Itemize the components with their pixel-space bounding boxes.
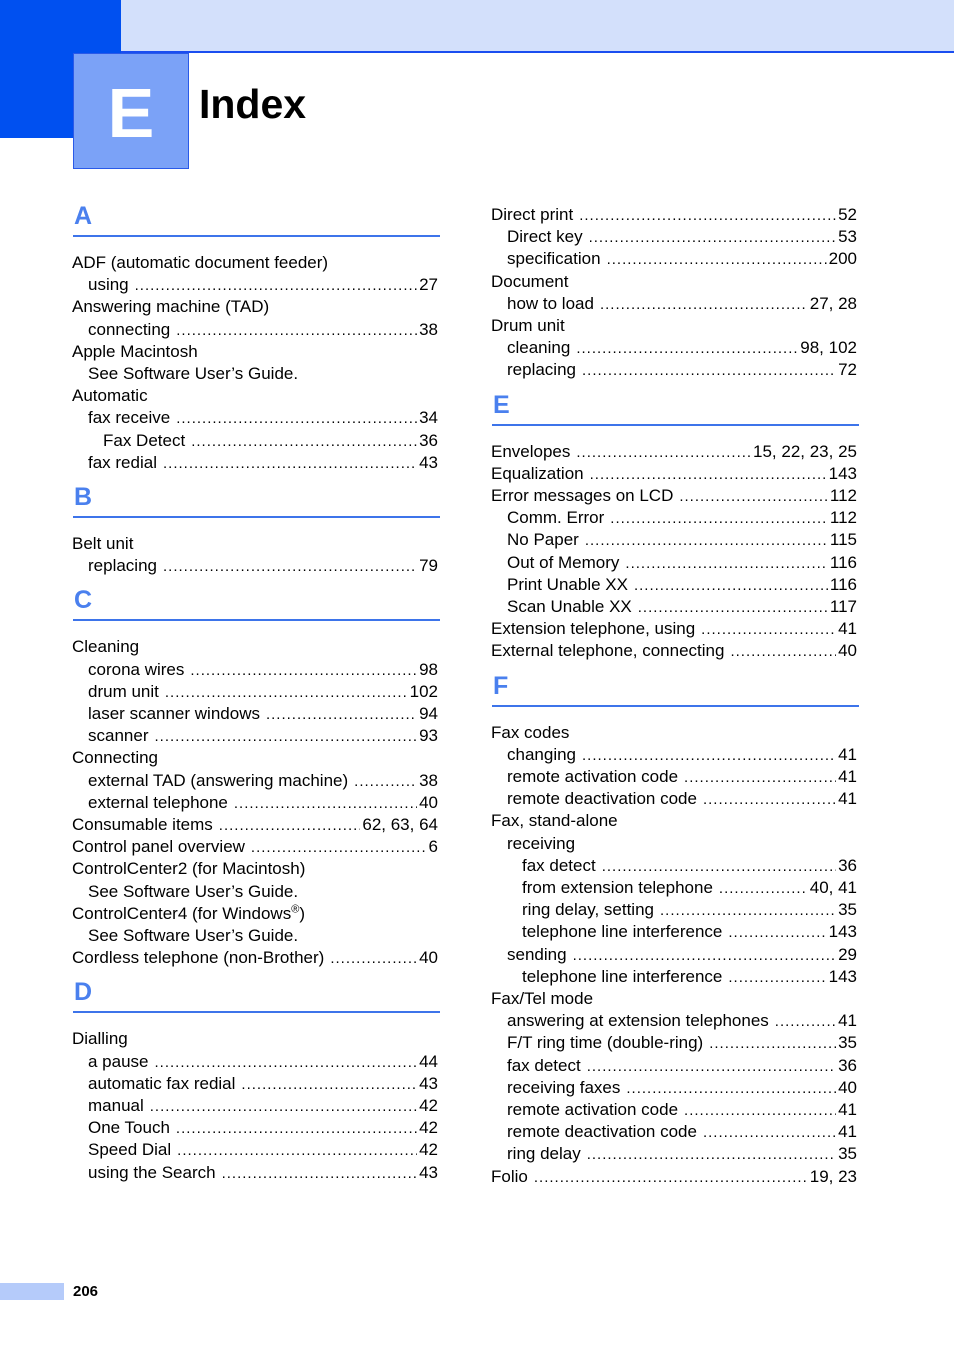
index-term: ring delay	[507, 1144, 581, 1164]
index-term: from extension telephone	[522, 878, 713, 897]
index-term: specification	[507, 249, 601, 269]
index-entry	[491, 507, 857, 529]
index-term: Speed Dial	[88, 1140, 172, 1160]
index-term: fax detect	[522, 855, 596, 875]
section-header-f	[492, 671, 859, 707]
index-entry	[72, 881, 438, 903]
index-term: Cordless telephone (non-Brother)	[72, 948, 325, 968]
chapter-letter: E	[107, 74, 155, 152]
index-entry	[491, 618, 857, 640]
index-term: external telephone	[88, 792, 228, 812]
index-entry	[491, 944, 857, 966]
index-entry	[491, 744, 857, 766]
index-term: Extension telephone, using	[491, 619, 696, 639]
page-title: Index	[199, 81, 307, 127]
page-reference: 38	[419, 770, 438, 790]
page-reference: 15, 22, 23, 25	[753, 441, 857, 461]
index-entry	[72, 1028, 438, 1050]
page-reference: 27, 28	[809, 293, 857, 313]
header-band	[0, 0, 954, 52]
page-reference: 43	[419, 452, 438, 472]
dot-leader	[176, 408, 417, 430]
index-term: Fax/Tel mode	[491, 989, 594, 1008]
page-reference: 41	[838, 1011, 857, 1031]
page-reference: 98, 102	[800, 338, 857, 358]
index-term: ADF (automatic document feeder)	[72, 253, 329, 272]
page-reference: 19, 23	[809, 1166, 857, 1186]
index-entry	[72, 858, 438, 880]
index-entry	[72, 925, 438, 947]
dot-leader	[625, 553, 827, 575]
index-term: connecting	[88, 319, 171, 339]
page-reference: 116	[829, 574, 857, 594]
dot-leader	[190, 660, 417, 682]
index-term: Belt unit	[72, 534, 134, 553]
index-term: Comm. Error	[507, 508, 605, 528]
index-term: Error messages on LCD	[491, 486, 674, 505]
index-term: Out of Memory	[507, 552, 620, 572]
dot-leader	[634, 575, 828, 597]
section-header-e	[492, 390, 859, 426]
header-rule	[120, 51, 954, 53]
index-entry	[491, 877, 857, 899]
index-term: Connecting	[72, 748, 159, 768]
page-reference: 115	[829, 530, 857, 550]
index-term: No Paper	[507, 530, 579, 550]
index-term: ControlCenter2 (for Macintosh)	[72, 859, 306, 879]
index-entry	[72, 725, 438, 747]
index-entry	[72, 1051, 438, 1073]
page-reference: 116	[829, 552, 857, 572]
index-entry	[491, 463, 857, 485]
page-reference: 42	[419, 1096, 438, 1115]
index-entry	[72, 636, 438, 658]
index-term: F/T ring time (double-ring)	[507, 1033, 704, 1053]
index-entry	[491, 248, 857, 270]
page-reference: 35	[838, 900, 857, 920]
dot-leader	[626, 1078, 836, 1100]
index-entry	[491, 1032, 857, 1054]
page-reference: 143	[828, 463, 857, 483]
index-entry	[491, 722, 857, 744]
index-entry	[72, 659, 438, 681]
dot-leader	[582, 745, 836, 767]
page-reference: 43	[419, 1073, 438, 1093]
page-reference: 34	[419, 408, 438, 428]
registered-mark: ®	[291, 903, 300, 916]
index-term: Envelopes	[491, 441, 571, 461]
page-reference: 94	[419, 704, 438, 723]
page-reference: 36	[838, 1055, 857, 1075]
page-reference: 44	[419, 1051, 438, 1071]
index-entry	[72, 836, 438, 858]
index-entry	[491, 899, 857, 921]
index-term: See Software User’s Guide.	[88, 926, 299, 945]
page-reference: 41	[838, 789, 857, 809]
index-entry	[491, 293, 857, 315]
index-entry	[72, 319, 438, 341]
index-term: Control panel overview	[72, 837, 245, 857]
page-reference: 117	[829, 597, 857, 616]
index-term: answering at extension telephones	[507, 1011, 769, 1031]
index-term: Dialling	[72, 1029, 128, 1049]
index-entry	[491, 1055, 857, 1077]
index-entry	[72, 770, 438, 792]
index-entry	[72, 363, 438, 385]
index-term: Document	[491, 271, 569, 291]
section-header-a	[73, 202, 440, 237]
index-term: fax redial	[88, 452, 157, 472]
index-term: Scan Unable XX	[507, 597, 632, 616]
index-term: ring delay, setting	[522, 900, 654, 920]
index-entry	[491, 966, 857, 988]
dot-leader	[602, 856, 836, 878]
index-term: See Software User’s Guide.	[88, 881, 299, 901]
index-entry	[491, 1143, 857, 1165]
index-term: sending	[507, 944, 567, 964]
dot-leader	[701, 619, 836, 641]
index-term: telephone line interference	[522, 922, 723, 942]
page-reference: 52	[838, 205, 857, 224]
index-term: telephone line interference	[522, 966, 723, 986]
page-reference: 41	[838, 619, 857, 639]
dot-leader	[600, 294, 808, 316]
index-entry	[491, 574, 857, 596]
index-term: receiving	[507, 833, 576, 853]
index-entry	[491, 337, 857, 359]
index-term: replacing	[88, 556, 157, 576]
index-entry	[491, 810, 857, 832]
index-term: manual	[88, 1096, 144, 1115]
footer-bar	[0, 1283, 64, 1300]
page-reference: 62, 63, 64	[362, 815, 438, 834]
dot-leader	[163, 453, 417, 475]
dot-leader	[135, 275, 417, 297]
index-term: remote deactivation code	[507, 789, 697, 809]
index-term: fax receive	[88, 408, 171, 428]
page-reference: 93	[419, 726, 438, 746]
dot-leader	[684, 1100, 836, 1122]
index-entry	[491, 766, 857, 788]
dot-leader	[576, 338, 798, 360]
page-reference: 98	[419, 659, 438, 679]
page-reference: 35	[838, 1144, 857, 1164]
index-entry	[72, 341, 438, 363]
page-reference: 72	[838, 360, 857, 380]
dot-leader	[573, 945, 837, 967]
index-entry	[491, 855, 857, 877]
index-entry	[72, 947, 438, 969]
index-term: using	[88, 275, 129, 295]
section-letter: F	[493, 671, 509, 700]
index-term: Cleaning	[72, 637, 140, 657]
index-entry	[491, 1121, 857, 1143]
dot-leader	[163, 556, 417, 578]
page-reference: 79	[419, 556, 438, 576]
index-entry	[491, 596, 857, 618]
index-term: drum unit	[88, 681, 159, 701]
dot-leader	[234, 793, 417, 815]
dot-leader	[219, 815, 361, 837]
index-term: Apple Macintosh	[72, 341, 198, 361]
index-term: Direct key	[507, 227, 583, 247]
page-reference: 36	[419, 430, 438, 450]
dot-leader	[354, 771, 417, 793]
index-term: scanner	[88, 726, 149, 746]
dot-leader	[576, 442, 751, 464]
dot-leader	[703, 789, 836, 811]
page-reference: 143	[828, 922, 857, 942]
page-reference: 41	[838, 1122, 857, 1142]
index-entry	[491, 552, 857, 574]
index-term: remote activation code	[507, 767, 679, 786]
page-reference: 40	[419, 792, 438, 812]
dot-leader	[589, 227, 837, 249]
page-reference: 40, 41	[809, 878, 857, 897]
index-entry	[491, 226, 857, 248]
dot-leader	[222, 1163, 417, 1185]
dot-leader	[730, 641, 836, 663]
page-reference: 41	[838, 744, 857, 764]
index-entry	[72, 1073, 438, 1095]
index-term: cleaning	[507, 338, 571, 358]
index-entry	[72, 814, 438, 836]
dot-leader	[775, 1011, 836, 1033]
dot-leader	[728, 967, 826, 989]
dot-leader	[587, 1056, 836, 1078]
index-entry	[72, 452, 438, 474]
page-reference: 200	[828, 249, 857, 269]
page-reference: 40	[419, 948, 438, 968]
index-entry	[72, 430, 438, 452]
dot-leader	[610, 508, 828, 530]
page-reference: 112	[829, 486, 857, 505]
index-entry	[72, 792, 438, 814]
index-term: changing	[507, 744, 577, 764]
index-term: laser scanner windows	[88, 704, 260, 723]
index-term: Print Unable XX	[507, 574, 628, 594]
dot-leader	[330, 948, 417, 970]
index-entry	[491, 485, 857, 507]
index-term: external TAD (answering machine)	[88, 770, 349, 790]
index-entry	[491, 271, 857, 293]
index-entry	[491, 833, 857, 855]
page-reference: 42	[419, 1140, 438, 1160]
index-entry	[72, 903, 438, 925]
dot-leader	[728, 922, 826, 944]
index-entry	[72, 533, 438, 555]
index-term: See Software User’s Guide.	[88, 364, 299, 383]
index-term: One Touch	[88, 1118, 170, 1138]
index-term: Fax Detect	[103, 430, 186, 450]
index-term: Consumable items	[72, 815, 213, 834]
index-entry	[491, 1099, 857, 1121]
index-term: remote deactivation code	[507, 1122, 697, 1142]
index-term: how to load	[507, 293, 594, 313]
section-letter: E	[493, 390, 510, 419]
dot-leader	[709, 1033, 836, 1055]
page-reference: 53	[838, 227, 857, 247]
page-number: 206	[73, 1283, 99, 1300]
dot-leader	[607, 249, 827, 271]
page-reference: 38	[419, 319, 438, 339]
dot-leader	[176, 320, 417, 342]
index-entry	[72, 1162, 438, 1184]
dot-leader	[177, 1140, 417, 1162]
page-reference: 35	[838, 1033, 857, 1053]
index-term: External telephone, connecting	[491, 641, 725, 661]
index-term: Fax codes	[491, 722, 570, 742]
dot-leader	[534, 1167, 808, 1189]
index-entry	[72, 1117, 438, 1139]
index-entry	[491, 988, 857, 1010]
index-entry	[72, 1095, 438, 1117]
dot-leader	[719, 878, 808, 900]
index-entry	[72, 407, 438, 429]
index-entry	[491, 921, 857, 943]
page-reference: 40	[838, 1077, 857, 1097]
page-reference: 42	[419, 1118, 438, 1138]
index-entry	[72, 252, 438, 274]
dot-leader	[176, 1118, 417, 1140]
index-entry	[491, 1010, 857, 1032]
page-reference: 29	[838, 944, 857, 964]
dot-leader	[590, 464, 827, 486]
page-reference: 36	[838, 855, 857, 875]
page-reference: 43	[419, 1162, 438, 1182]
section-header-d	[73, 978, 440, 1013]
index-term: using the Search	[88, 1162, 216, 1182]
index-term: automatic fax redial	[88, 1073, 236, 1093]
index-entry	[491, 529, 857, 551]
page-reference: 102	[409, 681, 438, 701]
dot-leader	[660, 900, 836, 922]
dot-leader	[266, 704, 417, 726]
dot-leader	[191, 431, 417, 453]
index-term: Equalization	[491, 463, 584, 483]
index-term: receiving faxes	[507, 1077, 621, 1097]
chapter-badge	[73, 53, 189, 169]
index-term: replacing	[507, 360, 576, 380]
page-reference: 112	[829, 508, 857, 528]
page-reference: 27	[419, 275, 438, 295]
index-entry	[491, 204, 857, 226]
index-entry	[72, 1139, 438, 1161]
index-term: Drum unit	[491, 316, 565, 335]
dot-leader	[251, 837, 427, 859]
section-header-c	[73, 586, 440, 621]
index-entry	[491, 788, 857, 810]
index-term: a pause	[88, 1051, 149, 1071]
dot-leader	[585, 530, 828, 552]
index-term: Automatic	[72, 386, 148, 406]
index-term: Folio	[491, 1166, 528, 1186]
index-entry	[491, 315, 857, 337]
dot-leader	[579, 205, 836, 227]
dot-leader	[684, 767, 836, 789]
index-entry	[72, 296, 438, 318]
index-term: Fax, stand-alone	[491, 811, 618, 831]
dot-leader	[587, 1144, 836, 1166]
index-entry	[72, 555, 438, 577]
dot-leader	[154, 726, 417, 748]
section-letter: A	[74, 202, 93, 230]
index-term: fax detect	[507, 1055, 581, 1075]
section-letter: D	[74, 978, 93, 1007]
index-entry	[72, 274, 438, 296]
page-reference: 41	[838, 767, 857, 786]
index-entry	[72, 703, 438, 725]
page-reference: 41	[838, 1100, 857, 1119]
index-term: remote activation code	[507, 1100, 679, 1119]
index-entry	[72, 747, 438, 769]
index-entry	[72, 385, 438, 407]
dot-leader	[165, 682, 408, 704]
index-term: ControlCenter4 (for Windows®)	[72, 903, 305, 923]
page-reference: 40	[838, 641, 857, 661]
dot-leader	[241, 1074, 417, 1096]
dot-leader	[679, 486, 828, 508]
dot-leader	[155, 1052, 418, 1074]
index-entry	[72, 681, 438, 703]
dot-leader	[638, 597, 828, 619]
index-term: Direct print	[491, 205, 574, 224]
index-term: corona wires	[88, 659, 185, 679]
index-entry	[491, 359, 857, 381]
section-header-b	[73, 483, 440, 518]
section-letter: B	[74, 483, 93, 511]
index-term: Answering machine (TAD)	[72, 297, 270, 317]
dot-leader	[703, 1122, 836, 1144]
index-entry	[491, 441, 857, 463]
dot-leader	[150, 1096, 417, 1118]
index-entry	[491, 640, 857, 662]
index-entry	[491, 1166, 857, 1188]
index-entry	[491, 1077, 857, 1099]
page-reference: 143	[828, 966, 857, 986]
section-letter: C	[74, 586, 93, 615]
page-reference: 6	[428, 837, 438, 857]
dot-leader	[582, 360, 836, 382]
